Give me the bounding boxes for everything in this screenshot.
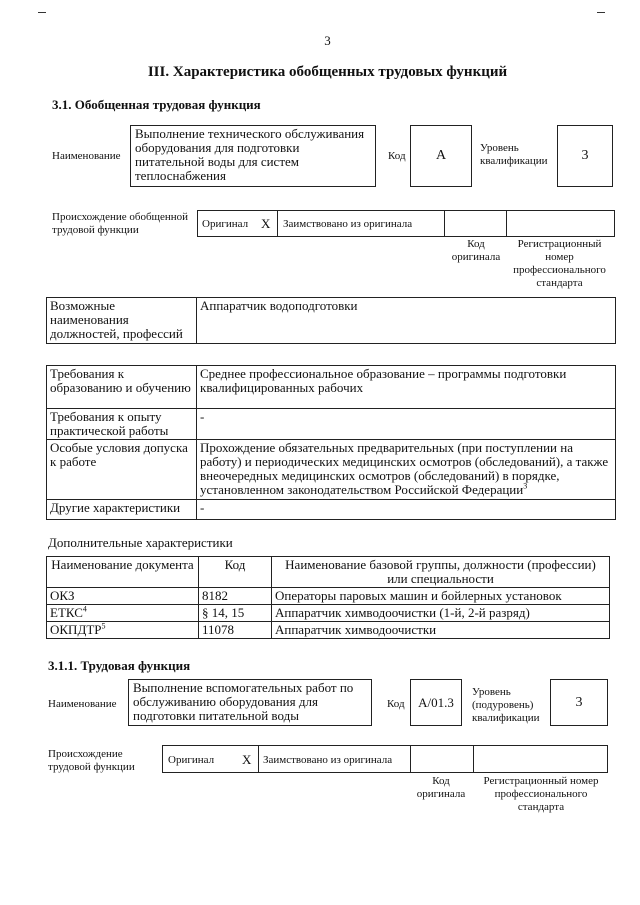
gtf-borrowed-label: Заимствовано из оригинала: [283, 218, 413, 230]
doc-cell: ЕТКС$^4$: [47, 605, 199, 622]
education-label: Требования к образованию и обучению: [47, 366, 197, 409]
requirements-table: [46, 365, 616, 520]
gtf-code-value: A: [410, 125, 472, 187]
footnote-mark: 4: [82, 604, 87, 614]
gtf-heading: 3.1. Обобщенная трудовая функция: [52, 97, 261, 112]
gtf-reg-number-label: Регистрационный номер профессионального стандарта: [513, 238, 606, 289]
scan-mark: [597, 12, 605, 13]
special-conditions-cell: [197, 440, 616, 500]
tf-origin-code-label: Код оригинала: [416, 775, 466, 800]
additional-table: [46, 556, 610, 639]
gtf-origin-strip: [197, 210, 615, 237]
gtf-origin-label: Происхождение обобщенной трудовой функции: [52, 211, 189, 236]
tf-original-mark: X: [242, 752, 252, 767]
other-label: Другие характеристики: [47, 500, 197, 520]
gtf-level-label: Уровень квалификации: [480, 142, 548, 167]
tf-name-label: Наименование: [48, 698, 117, 710]
special-conditions-label: Особые условия допуска к работе: [47, 440, 197, 500]
name-cell: Операторы паровых машин и бойлерных установок: [272, 588, 610, 605]
special-conditions-value: Прохождение обязательных предварительных (при поступлении на работу) и периодических медицинских осмотров (обследований), а также внеочередных медицинских осмотров (обследований) в порядке, установленном законодательством Российской Федерации: [200, 440, 609, 497]
gtf-code-label: Код: [388, 150, 406, 162]
col-code-header: Код: [199, 557, 272, 588]
footnote-mark: 3: [523, 481, 528, 491]
section-title: III. Характеристика обобщенных трудовых функций: [147, 64, 508, 80]
additional-heading: Дополнительные характеристики: [48, 535, 233, 550]
gtf-name-label: Наименование: [52, 150, 121, 162]
table-row: [47, 605, 610, 622]
code-cell: § 14, 15: [199, 605, 272, 622]
divider: [473, 746, 474, 772]
tf-name-value: Выполнение вспомогательных работ по обслуживанию оборудования для подготовки питательной воды: [128, 679, 372, 726]
code-cell: 8182: [199, 588, 272, 605]
gtf-original-mark: X: [261, 216, 271, 231]
tf-level-value: 3: [550, 679, 608, 726]
tf-original-label: Оригинал: [168, 754, 215, 766]
gtf-level-value: 3: [557, 125, 613, 187]
doc-cell: ОКЗ: [47, 588, 199, 605]
positions-label: Возможные наименования должностей, профессий: [47, 298, 197, 344]
col-doc-header: Наименование документа: [47, 557, 199, 588]
page-number: 3: [324, 33, 331, 48]
experience-value: -: [197, 409, 616, 440]
divider: [410, 746, 411, 772]
divider: [444, 211, 445, 236]
col-name-header: Наименование базовой группы, должности (профессии) или специальности: [272, 557, 610, 588]
divider: [277, 211, 278, 236]
divider: [258, 746, 259, 772]
gtf-origin-code-label: Код оригинала: [451, 238, 501, 263]
name-cell: Аппаратчик химводоочистки: [272, 622, 610, 639]
gtf-original-label: Оригинал: [202, 218, 249, 230]
tf-origin-label: Происхождение трудовой функции: [48, 748, 135, 773]
tf-level-label: Уровень (подуровень) квалификации: [472, 686, 540, 724]
table-row: [47, 588, 610, 605]
tf-borrowed-label: Заимствовано из оригинала: [263, 754, 393, 766]
tf-origin-strip: [162, 745, 608, 773]
scan-mark: [38, 12, 46, 13]
gtf-name-value: Выполнение технического обслуживания оборудования для подготовки питательной воды для систем теплоснабжения: [130, 125, 376, 187]
tf-heading: 3.1.1. Трудовая функция: [48, 658, 191, 673]
footnote-mark: 5: [101, 621, 106, 631]
tf-code-label: Код: [387, 698, 405, 710]
other-value: -: [197, 500, 616, 520]
tf-code-value: A/01.3: [410, 679, 462, 726]
positions-value: Аппаратчик водоподготовки: [197, 298, 616, 344]
experience-label: Требования к опыту практической работы: [47, 409, 197, 440]
name-cell: Аппаратчик химводоочистки (1-й, 2-й разряд): [272, 605, 610, 622]
code-cell: 11078: [199, 622, 272, 639]
table-row: [47, 622, 610, 639]
doc-cell: ОКПДТР$^5$: [47, 622, 199, 639]
tf-reg-number-label: Регистрационный номер профессионального стандарта: [483, 775, 599, 813]
positions-table: [46, 297, 616, 344]
divider: [506, 211, 507, 236]
education-value: Среднее профессиональное образование – программы подготовки квалифицированных рабочих: [197, 366, 616, 409]
